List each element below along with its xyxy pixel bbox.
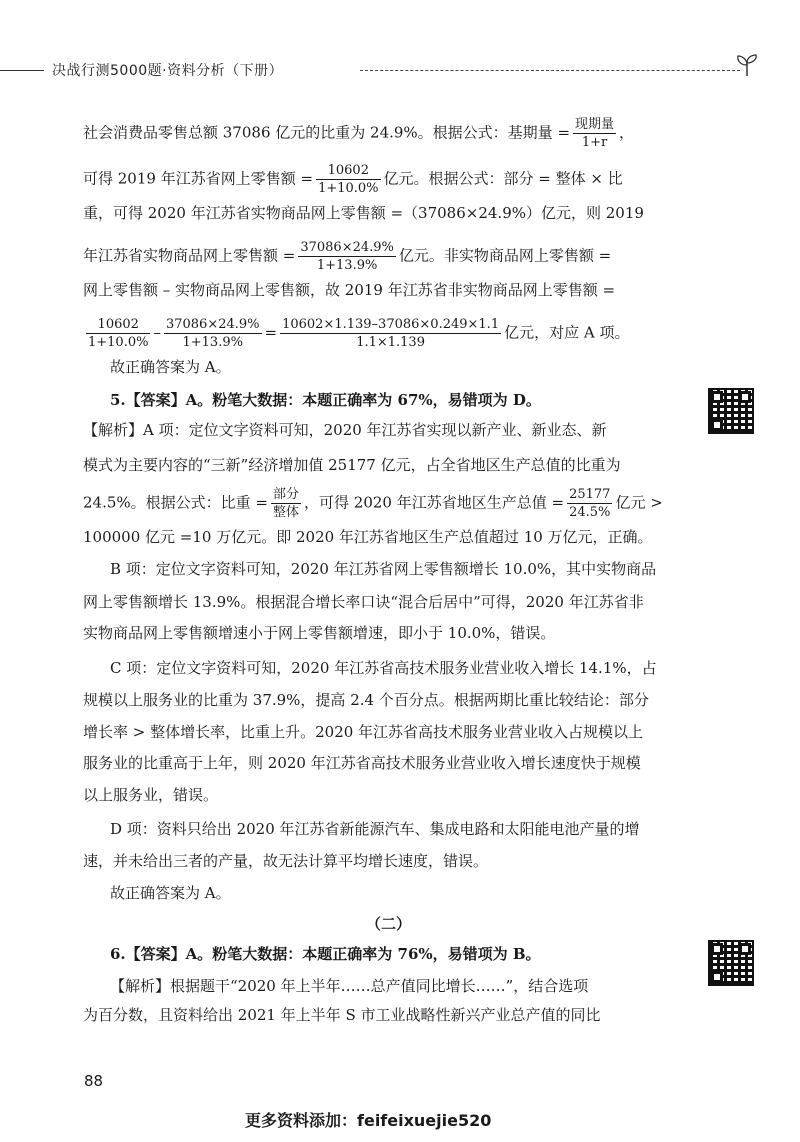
- fraction: $\frac{\text{现期量}}{1+r}$: [575, 117, 615, 150]
- text-line: 增长率 > 整体增长率，比重上升。2020 年江苏省高技术服务业营业收入占规模以上: [83, 723, 644, 741]
- text-line: 为百分数，且资料给出 2021 年上半年 S 市工业战略性新兴产业总产值的同比: [83, 1006, 601, 1024]
- fraction: $\frac{10602}{1+10.0\%}$: [88, 317, 149, 350]
- text-line: 社会消费品零售总额 37086 亿元的比重为 24.9%。根据公式：基期量 = $\frac{\text{现期量}}{1+r}$ ，: [83, 117, 635, 150]
- page-number: 88: [84, 1072, 104, 1090]
- text-line: 以上服务业，错误。: [83, 786, 219, 804]
- text-line: 速，并未给出三者的产量，故无法计算平均增长速度，错误。: [83, 852, 489, 870]
- text-line: 网上零售额 – 实物商品网上零售额，故 2019 年江苏省非实物商品网上零售额 =: [83, 281, 616, 299]
- text-line: B 项：定位文字资料可知，2020 年江苏省网上零售额增长 10.0%，其中实物商品: [110, 560, 657, 578]
- text-line: D 项：资料只给出 2020 年江苏省新能源汽车、集成电路和太阳能电池产量的增: [110, 820, 640, 838]
- running-header: [0, 52, 800, 92]
- qr-code[interactable]: [708, 940, 754, 986]
- header-rule-right: [360, 70, 740, 71]
- text-line: 可得 2019 年江苏省网上零售额 = $\frac{10602}{1+10.0\%}$ 亿元。根据公式：部分 = 整体 × 比: [83, 163, 623, 196]
- text-line: 故正确答案为 A。: [110, 884, 231, 902]
- text-line: 年江苏省实物商品网上零售额 = $\frac{37086\times 24.9\%}{1+13.9\%}$ 亿元。非实物商品网上零售额 =: [83, 240, 612, 273]
- fraction: $\frac{25177}{24.5\%}$: [569, 487, 611, 520]
- text-line: 100000 亿元 =10 万亿元。即 2020 年江苏省地区生产总值超过 10 万亿元，正确。: [83, 528, 653, 546]
- text-line: 故正确答案为 A。: [110, 358, 231, 376]
- analysis-line: 【解析】根据题干“2020 年上半年……总产值同比增长……”，结合选项: [110, 977, 589, 995]
- answer-line: 5.【答案】A。粉笔大数据：本题正确率为 67%，易错项为 D。: [110, 391, 541, 409]
- analysis-line: 【解析】A 项：定位文字资料可知，2020 年江苏省实现以新产业、新业态、新: [83, 421, 607, 439]
- text-line: 服务业的比重高于上年，则 2020 年江苏省高技术服务业营业收入增长速度快于规模: [83, 754, 641, 772]
- footer-note: 更多资料添加：feifeixuejie520: [245, 1111, 492, 1130]
- text-line: 网上零售额增长 13.9%。根据混合增长率口诀“混合后居中”可得，2020 年江苏省非: [83, 593, 644, 611]
- text-line: 规模以上服务业的比重为 37.9%，提高 2.4 个百分点。根据两期比重比较结论：部分: [83, 691, 649, 709]
- text-line: 模式为主要内容的“三新”经济增加值 25177 亿元，占全省地区生产总值的比重为: [83, 456, 621, 474]
- text-line: C 项：定位文字资料可知，2020 年江苏省高技术服务业营业收入增长 14.1%，占: [110, 659, 657, 677]
- text-line: $\frac{10602}{1+10.0\%}$ – $\frac{37086\times 24.9\%}{1+13.9\%}$ = $\frac{10602\times 1.139-37086\times 0.249\times 1.1}{1.1\times 1.139}$ 亿元，对应 A 项。: [88, 317, 630, 350]
- answer-line: 6.【答案】A。粉笔大数据：本题正确率为 76%，易错项为 B。: [110, 945, 541, 963]
- qr-code[interactable]: [708, 388, 754, 434]
- text-line: 实物商品网上零售额增速小于网上零售额增速，即小于 10.0%，错误。: [83, 624, 556, 642]
- fraction: $\frac{10602\times 1.139-37086\times 0.249\times 1.1}{1.1\times 1.139}$: [282, 317, 500, 350]
- text-line: 24.5%。根据公式：比重 = $\frac{\text{部分}}{\text{整体}}$ ，可得 2020 年江苏省地区生产总值 = $\frac{25177}{24.5\%}$ 亿元 >: [83, 487, 663, 520]
- book-title: 决战行测5000题·资料分析（下册）: [52, 63, 284, 79]
- sprout-icon: [734, 52, 760, 78]
- fraction: $\frac{37086\times 24.9\%}{1+13.9\%}$: [300, 240, 394, 273]
- header-rule-left: [0, 70, 44, 71]
- section-heading: （二）: [366, 915, 412, 933]
- fraction: $\frac{37086\times 24.9\%}{1+13.9\%}$: [165, 317, 260, 350]
- fraction: $\frac{10602}{1+10.0\%}$: [318, 163, 379, 196]
- fraction: $\frac{\text{部分}}{\text{整体}}$: [273, 487, 300, 520]
- text-line: 重，可得 2020 年江苏省实物商品网上零售额 =（37086×24.9%）亿元，则 2019: [83, 204, 644, 222]
